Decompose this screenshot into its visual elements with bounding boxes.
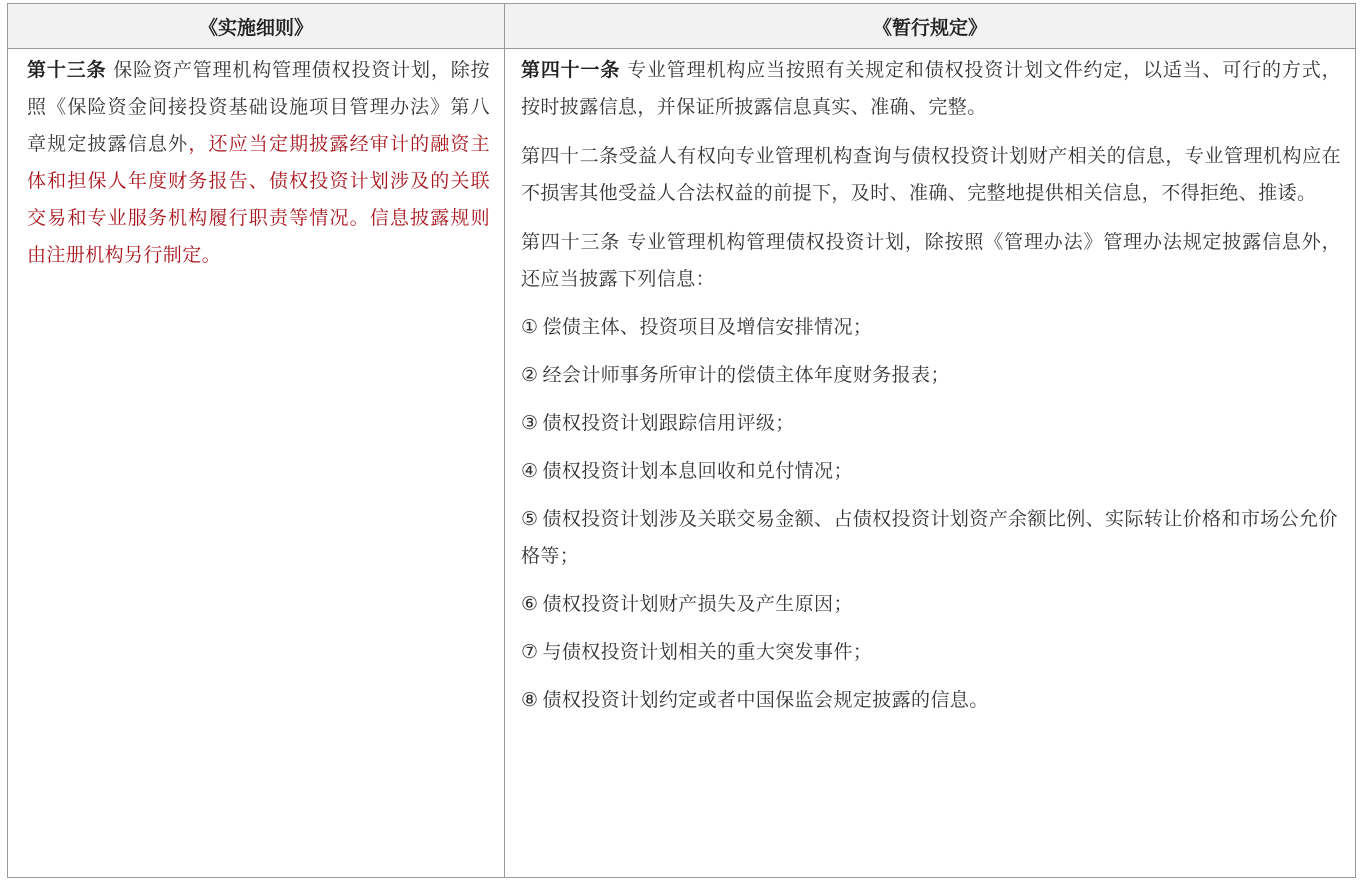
cell-implementation-rules (8, 49, 505, 878)
list-item-marker: ① (521, 316, 539, 338)
article-41-text: 专业管理机构应当按照有关规定和债权投资计划文件约定，以适当、可行的方式，按时披露信息，并保证所披露信息真实、准确、完整。 (521, 59, 1341, 118)
article-43-paragraph: 第四十三条 专业管理机构管理债权投资计划，除按照《管理办法》管理办法规定披露信息外，还应当披露下列信息： (521, 231, 1341, 290)
article-13-highlight: ，还应当定期披露经审计的融资主体和担保人年度财务报告、债权投资计划涉及的关联交易和专业服务机构履行职责等情况。信息披露规则由注册机构另行制定。 (27, 133, 490, 266)
article-13-lead: 第十三条 (27, 59, 107, 81)
list-item (521, 586, 1341, 623)
list-item-text: 与债权投资计划相关的重大突发事件； (542, 641, 873, 663)
list-item-text: 债权投资计划财产损失及产生原因； (542, 593, 853, 615)
list-item (521, 682, 1341, 719)
list-item-text: 经会计师事务所审计的偿债主体年度财务报表； (542, 364, 950, 386)
list-item-text: 偿债主体、投资项目及增信安排情况； (542, 316, 873, 338)
table-header-row (8, 4, 1356, 49)
list-item-marker: ② (521, 364, 539, 386)
list-item (521, 453, 1341, 490)
header-interim-provisions: 《暂行规定》 (505, 4, 1356, 49)
list-item (521, 309, 1341, 346)
article-42-paragraph: 第四十二条受益人有权向专业管理机构查询与债权投资计划财产相关的信息，专业管理机构应在不损害其他受益人合法权益的前提下，及时、准确、完整地提供相关信息，不得拒绝、推诿。 (521, 145, 1341, 204)
list-item-text: 债权投资计划跟踪信用评级； (542, 412, 795, 434)
comparison-table (7, 3, 1356, 878)
list-item-text: 债权投资计划约定或者中国保监会规定披露的信息。 (542, 689, 989, 711)
list-item-marker: ④ (521, 460, 539, 482)
article-13-paragraph (27, 52, 490, 274)
article-41-lead: 第四十一条 (521, 59, 621, 81)
list-item-marker: ⑥ (521, 593, 539, 615)
list-item (521, 357, 1341, 394)
list-item-text: 债权投资计划涉及关联交易金额、占债权投资计划资产余额比例、实际转让价格和市场公允价格等； (521, 508, 1338, 567)
article-41-paragraph (521, 52, 1341, 126)
list-item-text: 债权投资计划本息回收和兑付情况； (542, 460, 853, 482)
article-13-text: 保险资产管理机构管理债权投资计划，除按照《保险资金间接投资基础设施项目管理办法》第八章规定披露信息外 (27, 59, 490, 155)
list-item-marker: ⑧ (521, 689, 539, 711)
list-item-marker: ⑦ (521, 641, 539, 663)
list-item (521, 405, 1341, 442)
list-item (521, 501, 1341, 575)
list-item (521, 634, 1341, 671)
list-item-marker: ③ (521, 412, 539, 434)
header-implementation-rules: 《实施细则》 (8, 4, 505, 49)
list-item-marker: ⑤ (521, 508, 539, 530)
cell-interim-provisions (505, 49, 1356, 878)
table-row (8, 49, 1356, 878)
